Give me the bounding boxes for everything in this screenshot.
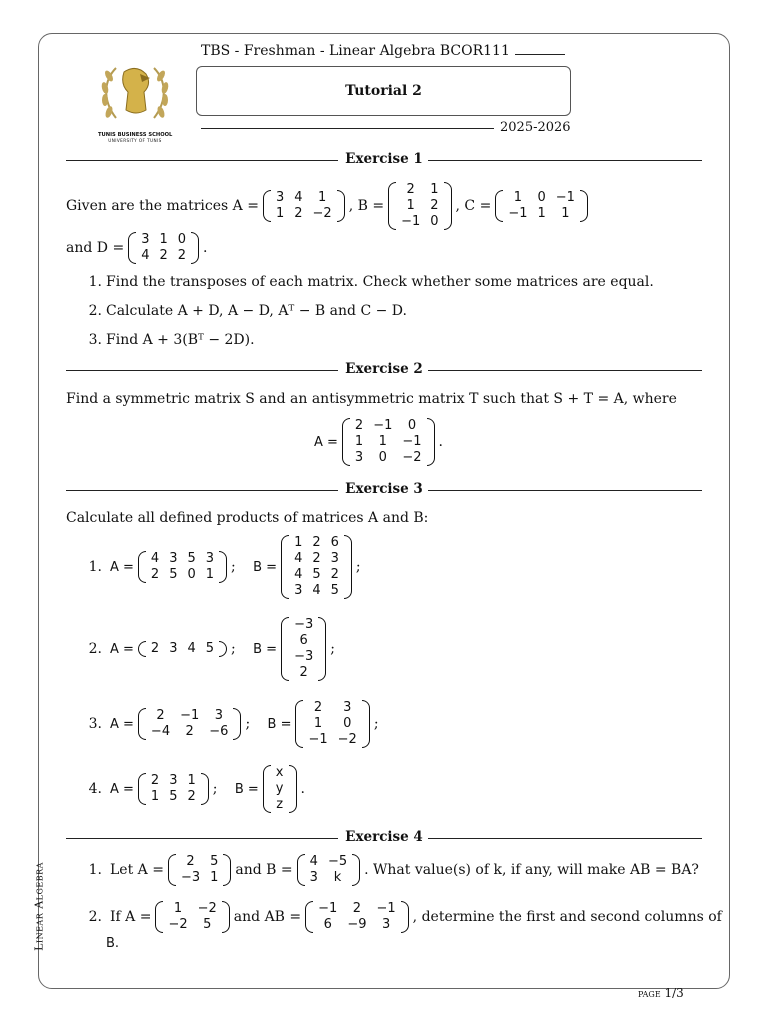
matrix-cell: 2 — [330, 567, 339, 582]
matrix-B — [388, 182, 451, 230]
matrix-cell: 3 — [309, 870, 318, 885]
ex3-text: Calculate all defined products of matrices A and B: — [66, 510, 429, 526]
ex1-item-1: 1. Find the transposes of each matrix. Check whether some matrices are equal. — [88, 274, 654, 290]
matrix-D — [128, 232, 199, 264]
matrix-cell: 1 — [354, 434, 364, 449]
matrix-cell: 1 — [187, 773, 196, 788]
matrix-cell: 1 — [150, 789, 160, 804]
matrix-cell: y — [275, 781, 284, 796]
matrix-cell: 2 — [312, 535, 321, 550]
matrix-cell: 5 — [203, 917, 212, 932]
exercise-2-title: Exercise 2 — [345, 361, 423, 377]
matrix-cell: 4 — [187, 641, 196, 656]
matrix-cell: 0 — [537, 190, 546, 205]
matrix-cell: −1 — [402, 434, 422, 449]
matrix-cell: 5 — [205, 641, 215, 656]
ex3-product-4: 4. A = 2 3 1 1 5 2 ; B = x y z . — [88, 765, 305, 812]
ex3-p4-A — [138, 773, 209, 805]
ex3-p2-B — [281, 617, 326, 681]
ex4-question-1: 1. Let A = 2 5 −3 1 and B = 4 −5 3 k . What value(s) of k, if any, will make AB = BA? — [88, 854, 699, 885]
matrix-cell: 2 — [159, 248, 168, 263]
ex4-question-2: 2. If A = 1 −2 −2 5 and AB = −1 2 −1 6 −9 3 , determine the first and second columns of — [88, 901, 722, 932]
matrix-cell: 1 — [313, 716, 323, 731]
matrix-cell: −9 — [347, 917, 367, 932]
ex1-item-3: 3. Find A + 3(Bᵀ − 2D). — [88, 332, 255, 348]
ex2-A-label: A = — [314, 434, 338, 450]
ex4-q2-text-a: If A = — [110, 909, 152, 925]
matrix-cell: −2 — [168, 917, 188, 932]
matrix-cell: 2 — [312, 551, 321, 566]
matrix-cell: −1 — [180, 708, 200, 723]
ex1-item-2-text: Calculate A + D, A − D, Aᵀ − B and C − D. — [106, 303, 407, 319]
matrix-cell: 2 — [352, 901, 362, 916]
ex3-p1-A — [138, 551, 227, 583]
matrix-cell: 4 — [150, 551, 160, 566]
matrix-cell: 4 — [294, 567, 303, 582]
matrix-A — [263, 190, 345, 222]
ex2-matrix-A — [342, 418, 435, 466]
matrix-cell: 2 — [185, 724, 194, 739]
ex1-item-2: 2. Calculate A + D, A − D, Aᵀ − B and C − D. — [88, 303, 407, 319]
matrix-cell: −2 — [312, 206, 332, 221]
matrix-cell: 5 — [330, 583, 339, 598]
matrix-cell: 1 — [406, 198, 415, 213]
matrix-cell: −2 — [337, 732, 357, 747]
ex4-q2-A — [155, 901, 229, 933]
matrix-cell: 0 — [378, 450, 387, 465]
ex1-B-label: , B = — [348, 198, 385, 214]
matrix-cell: 2 — [406, 182, 415, 197]
exercise-4-heading — [66, 829, 702, 847]
ex3-product-1: 1. A = 4 3 5 3 2 5 0 1 ; B = 1 2 6 4 2 3 4 5 2 3 4 5 ; — [88, 535, 361, 598]
matrix-cell: 3 — [214, 708, 223, 723]
matrix-cell: 1 — [159, 232, 168, 247]
matrix-cell: −3 — [180, 870, 201, 885]
matrix-cell: 3 — [205, 551, 215, 566]
matrix-cell: 4 — [294, 551, 303, 566]
matrix-cell: −3 — [294, 617, 314, 632]
matrix-cell: 0 — [343, 716, 352, 731]
matrix-cell: 0 — [407, 418, 417, 433]
matrix-cell: 1 — [317, 190, 327, 205]
matrix-cell: 0 — [430, 214, 439, 229]
matrix-cell: z — [276, 797, 284, 812]
matrix-cell: 2 — [430, 198, 439, 213]
matrix-cell: 3 — [141, 232, 150, 247]
ex4-q2-AB — [305, 901, 409, 933]
ex4-q1-text-c: . What value(s) of k, if any, will make AB = BA? — [364, 862, 699, 878]
matrix-cell: 4 — [312, 583, 321, 598]
ex3-product-3: 3. A = 2 −1 3 −4 2 −6 ; B = 2 3 1 0 −1 −2 ; — [88, 700, 379, 747]
exercise-3-heading — [66, 481, 702, 499]
matrix-cell: 3 — [381, 917, 391, 932]
matrix-cell: 1 — [561, 206, 570, 221]
matrix-cell: 2 — [299, 665, 308, 680]
ex3-p2-A — [138, 641, 227, 657]
matrix-cell: −5 — [327, 854, 348, 869]
matrix-cell: 5 — [169, 567, 178, 582]
matrix-cell: 4 — [294, 190, 303, 205]
matrix-cell: 3 — [275, 190, 285, 205]
matrix-cell: −6 — [209, 724, 229, 739]
ex4-q1-A — [168, 854, 231, 886]
matrix-cell: 3 — [354, 450, 364, 465]
matrix-cell: 2 — [150, 641, 160, 656]
matrix-cell: 3 — [330, 551, 339, 566]
matrix-cell: 1 — [513, 190, 523, 205]
matrix-cell: 3 — [169, 551, 178, 566]
matrix-cell: 6 — [330, 535, 339, 550]
matrix-cell: x — [275, 765, 284, 780]
matrix-cell: 4 — [141, 248, 150, 263]
ex2-text: Find a symmetric matrix S and an antisymmetric matrix T such that S + T = A, where — [66, 391, 677, 407]
ex4-q2-text-b: and AB = — [233, 909, 302, 925]
ex3-p1-B — [281, 535, 352, 599]
matrix-cell: 1 — [294, 535, 303, 550]
logo-text: TUNIS BUSINESS SCHOOL — [98, 132, 173, 138]
matrix-cell: −2 — [402, 450, 422, 465]
tutorial-title: Tutorial 2 — [345, 83, 422, 99]
matrix-C — [495, 190, 588, 222]
side-label — [28, 852, 48, 968]
matrix-cell: 2 — [177, 248, 187, 263]
matrix-cell: 3 — [169, 773, 178, 788]
matrix-cell: 6 — [323, 917, 332, 932]
matrix-cell: −1 — [376, 901, 396, 916]
header-rule-lower — [201, 128, 494, 129]
matrix-cell: 1 — [210, 870, 219, 885]
ex1-C-label: , C = — [455, 198, 492, 214]
ex1-intro: Given are the matrices A = — [66, 198, 259, 214]
exercise-2-heading — [66, 361, 702, 379]
matrix-cell: 2 — [150, 773, 160, 788]
matrix-cell: 1 — [173, 901, 183, 916]
matrix-cell: 1 — [378, 434, 387, 449]
ex1-item-3-text: Find A + 3(Bᵀ − 2D). — [106, 332, 255, 348]
ex1-D-line: and D = 3 1 0 4 2 2 . — [66, 232, 208, 263]
matrix-cell: 1 — [537, 206, 546, 221]
matrix-cell: 2 — [294, 206, 303, 221]
matrix-cell: 4 — [309, 854, 318, 869]
side-label-text: Linear Algebra — [32, 862, 46, 951]
matrix-cell: 5 — [312, 567, 321, 582]
matrix-cell: 3 — [343, 700, 352, 715]
exercise-3-title: Exercise 3 — [345, 481, 423, 497]
ex1-given-line — [66, 182, 588, 230]
matrix-cell: 0 — [177, 232, 187, 247]
ex1-item-1-text: Find the transposes of each matrix. Check whether some matrices are equal. — [106, 274, 654, 290]
logo-subtext: UNIVERSITY OF TUNIS — [108, 138, 162, 143]
ex1-D-label: and D = — [66, 240, 125, 256]
matrix-cell: 2 — [150, 567, 160, 582]
matrix-cell: 2 — [313, 700, 323, 715]
school-logo — [98, 62, 172, 142]
header-rule — [515, 54, 565, 55]
academic-year: 2025-2026 — [500, 120, 571, 135]
ex4-q1-text-b: and B = — [235, 862, 293, 878]
ex3-p3-A — [138, 708, 242, 740]
matrix-cell: 6 — [299, 633, 308, 648]
ex3-p4-B — [263, 765, 297, 813]
matrix-cell: 5 — [210, 854, 219, 869]
matrix-cell: −1 — [373, 418, 393, 433]
ex2-matrix-line: A = 2 −1 0 1 1 −1 3 0 −2 . — [314, 418, 443, 465]
matrix-cell: −1 — [308, 732, 328, 747]
matrix-cell: −1 — [555, 190, 575, 205]
matrix-cell: −1 — [318, 901, 338, 916]
matrix-cell: −2 — [197, 901, 217, 916]
ex4-q2-text-c: , determine the first and second columns of — [412, 909, 722, 925]
matrix-cell: 2 — [156, 708, 165, 723]
matrix-cell: −4 — [150, 724, 171, 739]
page-number: page 1/3 — [638, 986, 684, 1000]
matrix-cell: −3 — [294, 649, 314, 664]
ex3-p3-B — [295, 700, 369, 748]
matrix-cell: 2 — [186, 854, 195, 869]
course-title: TBS - Freshman - Linear Algebra BCOR111 — [201, 43, 510, 59]
matrix-cell: 2 — [354, 418, 364, 433]
exercise-1-heading — [66, 151, 702, 169]
ex4-q2-text-d: B. — [106, 936, 120, 951]
eagle-laurel-icon — [98, 62, 172, 128]
ex4-q1-text-a: Let A = — [110, 862, 164, 878]
matrix-cell: 1 — [205, 567, 215, 582]
matrix-cell: −1 — [508, 206, 528, 221]
tutorial-box — [196, 66, 571, 116]
matrix-cell: k — [333, 870, 342, 885]
matrix-cell: 1 — [275, 206, 285, 221]
exercise-1-title: Exercise 1 — [345, 151, 423, 167]
ex4-q1-B — [297, 854, 360, 886]
ex3-product-2: 2. A = 2 3 4 5 ; B = −3 6 −3 2 ; — [88, 617, 335, 680]
matrix-cell: −1 — [401, 214, 421, 229]
matrix-cell: 5 — [187, 551, 196, 566]
matrix-cell: 5 — [169, 789, 178, 804]
matrix-cell: 3 — [169, 641, 178, 656]
exercise-4-title: Exercise 4 — [345, 829, 423, 845]
matrix-cell: 0 — [187, 567, 196, 582]
matrix-cell: 3 — [294, 583, 303, 598]
matrix-cell: 1 — [430, 182, 439, 197]
matrix-cell: 2 — [187, 789, 196, 804]
